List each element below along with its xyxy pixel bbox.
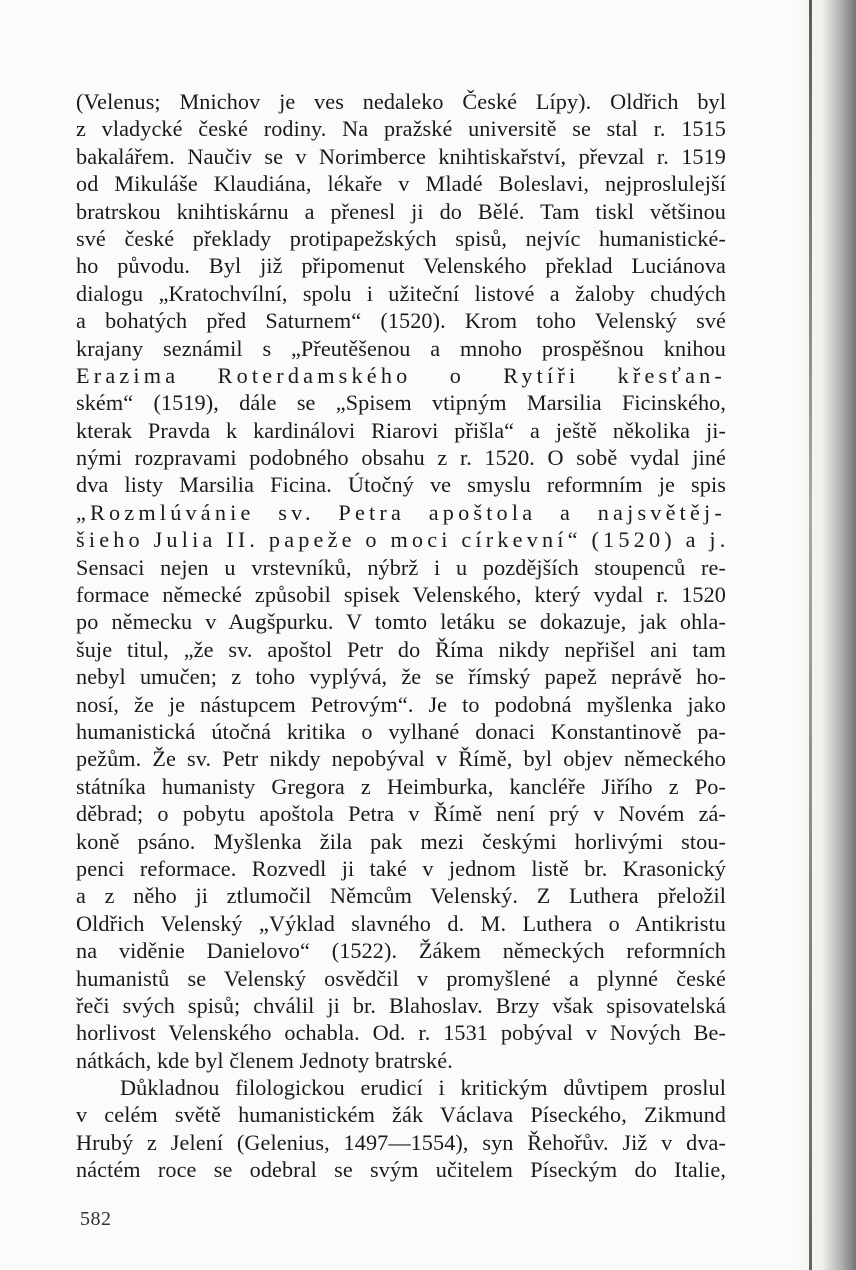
text-line-spaced: šieho Julia II. papeže o moci církevní“ (1520) a j. [76, 527, 730, 553]
page-gutter-shadow [794, 0, 856, 1270]
text-line: po německu v Augšpurku. V tomto letáku se dokazuje, jak ohla- [76, 609, 726, 635]
text-line: nosí, že je nástupcem Petrovým“. Je to podobná myšlenka jako [76, 691, 726, 717]
text-line: kterak Pravda k kardinálovi Riarovi přišla“ a ještě několika ji- [76, 417, 726, 443]
text-line: bratrskou knihtiskárnu a přenesl ji do Bělé. Tam tiskl většinou [76, 198, 726, 224]
text-line: penci reformace. Rozvedl ji také v jednom listě br. Krasonický [76, 855, 726, 881]
body-text [76, 88, 730, 1184]
text-line: děbrad; o pobytu apoštola Petra v Římě není prý v Novém zá- [76, 801, 726, 827]
text-line: koně psáno. Myšlenka žila pak mezi českými horlivými stou- [76, 828, 726, 854]
text-line: ském“ (1519), dále se „Spisem vtipným Marsilia Ficinského, [76, 390, 726, 416]
text-line: náctém roce se odebral se svým učitelem Píseckým do Italie, [76, 1157, 726, 1183]
text-line-spaced: „Rozmlúvánie sv. Petra apoštola a najsvětěj- [76, 499, 726, 525]
text-line: formace německé způsobil spisek Velenského, který vydal r. 1520 [76, 582, 726, 608]
text-line: šuje titul, „že sv. apoštol Petr do Říma nikdy nepřišel ani tam [76, 636, 726, 662]
text-line: Sensaci nejen u vrstevníků, nýbrž i u pozdějších stoupenců re- [76, 554, 726, 580]
text-line: od Mikuláše Klaudiána, lékaře v Mladé Boleslavi, nejproslulejší [76, 171, 726, 197]
text-line: humanistů se Velenský osvědčil v promyšlené a plynné české [76, 965, 726, 991]
text-line: dva listy Marsilia Ficina. Útočný ve smyslu reformním je spis [76, 472, 726, 498]
text-line: a bohatých před Saturnem“ (1520). Krom toho Velenský své [76, 308, 726, 334]
text-line: a z něho ji ztlumočil Němcům Velenský. Z Luthera přeložil [76, 883, 726, 909]
text-line-spaced: Erazima Roterdamského o Rytíři křesťan- [76, 362, 726, 388]
text-line: státníka humanisty Gregora z Heimburka, kancléře Jiřího z Po- [76, 773, 726, 799]
text-line: humanistická útočná kritika o vylhané donaci Konstantinově pa- [76, 718, 726, 744]
text-line: v celém světě humanistickém žák Václava Píseckého, Zikmund [76, 1102, 726, 1128]
text-line: (Velenus; Mnichov je ves nedaleko České Lípy). Oldřich byl [76, 89, 726, 114]
text-line: své české překlady protipapežských spisů, nejvíc humanistické- [76, 225, 726, 251]
paragraph-first-line: Důkladnou filologickou erudicí i kritickým důvtipem proslul [120, 1075, 726, 1101]
paragraph-last-line: nátkách, kde byl členem Jednoty bratrské. [76, 1047, 453, 1073]
text-line: ho původu. Byl již připomenut Velenského překlad Luciánova [76, 253, 726, 279]
page-binding-edge [809, 0, 812, 1270]
page-number: 582 [80, 1208, 112, 1230]
text-line: nými rozpravami podobného obsahu z r. 1520. O sobě vydal jiné [76, 445, 726, 471]
text-line: nebyl umučen; z toho vyplývá, že se římský papež neprávě ho- [76, 664, 726, 690]
text-line: pežům. Že sv. Petr nikdy nepobýval v Římě, byl objev německého [76, 746, 726, 772]
text-line: dialogu „Kratochvílní, spolu i užiteční listové a žaloby chudých [76, 280, 726, 306]
text-line: bakalářem. Naučiv se v Norimberce knihtiskařství, převzal r. 1519 [76, 143, 726, 169]
text-line: Hrubý z Jelení (Gelenius, 1497—1554), syn Řehořův. Již v dva- [76, 1129, 726, 1155]
text-line: z vladycké české rodiny. Na pražské universitě se stal r. 1515 [76, 116, 726, 142]
text-line: řeči svých spisů; chválil ji br. Blahoslav. Brzy však spisovatelská [76, 992, 726, 1018]
text-line: na viděnie Danielovo“ (1522). Žákem německých reformních [76, 938, 726, 964]
text-line: krajany seznámil s „Přeutěšenou a mnoho prospěšnou knihou [76, 335, 726, 361]
text-line: Oldřich Velenský „Výklad slavného d. M. Luthera o Antikristu [76, 910, 726, 936]
text-line: horlivost Velenského ochabla. Od. r. 1531 pobýval v Nových Be- [76, 1020, 726, 1046]
